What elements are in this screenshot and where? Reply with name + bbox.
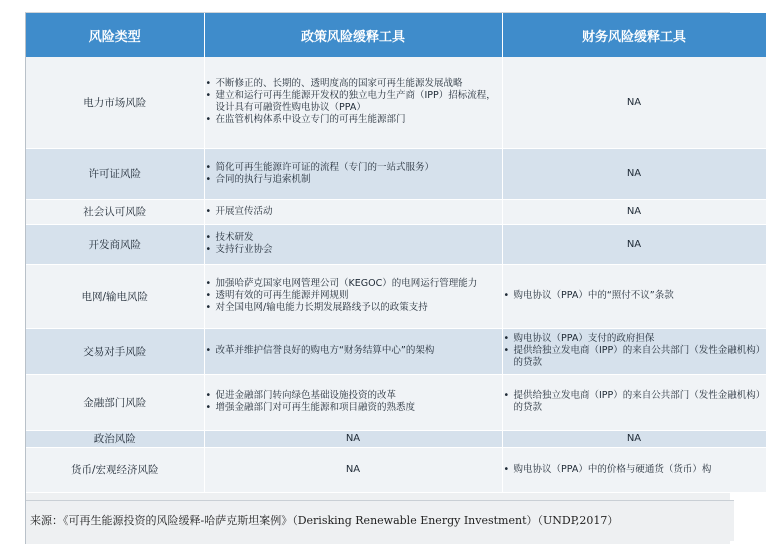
- financial-cell: [502, 374, 766, 430]
- financial-cell: NA: [502, 199, 766, 224]
- policy-cell: [204, 57, 502, 148]
- financial-cell: NA: [502, 148, 766, 199]
- header-risk-type: 风险类型: [26, 13, 204, 57]
- list-item: • 购电协议（PPA）支付的政府担保: [503, 333, 766, 345]
- source-caption: 来源：《可再生能源投资的风险缓释-哈萨克斯坦案例》（Derisking Renewable Energy Investment）（UNDP,2017）: [26, 500, 734, 541]
- risk-type-cell: 电网/输电风险: [26, 264, 204, 328]
- table-row: [26, 328, 766, 374]
- policy-cell: [204, 199, 502, 224]
- list-item: • 不断修正的、长期的、透明度高的国家可再生能源发展战略: [205, 78, 502, 90]
- policy-cell: [204, 328, 502, 374]
- policy-cell: [204, 148, 502, 199]
- policy-cell: [204, 224, 502, 264]
- list-item: • 加强哈萨克国家电网管理公司（KEGOC）的电网运行管理能力: [205, 278, 502, 290]
- list-item: • 透明有效的可再生能源并网规则: [205, 290, 502, 302]
- risk-type-cell: 开发商风险: [26, 224, 204, 264]
- table-header-row: [26, 13, 766, 57]
- list-item: • 在监管机构体系中设立专门的可再生能源部门: [205, 114, 502, 126]
- document-frame: [25, 12, 766, 544]
- list-item: • 购电协议（PPA）中的“照付不议”条款: [503, 290, 766, 302]
- table-row: [26, 57, 766, 148]
- list-item: • 促进金融部门转向绿色基础设施投资的改革: [205, 390, 502, 402]
- risk-type-cell: 许可证风险: [26, 148, 204, 199]
- list-item: • 技术研发: [205, 232, 502, 244]
- risk-type-cell: 社会认可风险: [26, 199, 204, 224]
- table-row: [26, 447, 766, 492]
- list-item: • 提供给独立发电商（IPP）的来自公共部门（发性金融机构）的贷款: [503, 390, 766, 414]
- risk-type-cell: 交易对手风险: [26, 328, 204, 374]
- header-financial-tools: 财务风险缓释工具: [502, 13, 766, 57]
- table-row: [26, 199, 766, 224]
- financial-cell: [502, 264, 766, 328]
- list-item: • 简化可再生能源许可证的流程（专门的一站式服务）: [205, 162, 502, 174]
- financial-cell: [502, 447, 766, 492]
- policy-cell: [204, 264, 502, 328]
- list-item: • 提供给独立发电商（IPP）的来自公共部门（发性金融机构）的贷款: [503, 345, 766, 369]
- financial-cell: NA: [502, 224, 766, 264]
- risk-type-cell: 金融部门风险: [26, 374, 204, 430]
- policy-cell: NA: [204, 430, 502, 447]
- table-row: [26, 224, 766, 264]
- table-row: [26, 264, 766, 328]
- financial-cell: NA: [502, 430, 766, 447]
- financial-cell: [502, 328, 766, 374]
- table-row: [26, 430, 766, 447]
- risk-type-cell: 电力市场风险: [26, 57, 204, 148]
- list-item: • 增强金融部门对可再生能源和项目融资的熟悉度: [205, 402, 502, 414]
- header-policy-tools: 政策风险缓释工具: [204, 13, 502, 57]
- policy-cell: [204, 374, 502, 430]
- list-item: • 购电协议（PPA）中的价格与硬通货（货币）构: [503, 464, 766, 476]
- list-item: • 建立和运行可再生能源开发权的独立电力生产商（IPP）招标流程，设计具有可融资性购电协议（PPA）: [205, 90, 502, 114]
- financial-cell: NA: [502, 57, 766, 148]
- list-item: • 支持行业协会: [205, 244, 502, 256]
- table-row: [26, 148, 766, 199]
- list-item: • 对全国电网/输电能力长期发展路线予以的政策支持: [205, 302, 502, 314]
- risk-type-cell: 货币/宏观经济风险: [26, 447, 204, 492]
- risk-type-cell: 政治风险: [26, 430, 204, 447]
- risk-table: [26, 13, 767, 493]
- list-item: • 改革并维护信誉良好的购电方“财务结算中心”的架构: [205, 345, 502, 357]
- policy-cell: NA: [204, 447, 502, 492]
- list-item: • 开展宣传活动: [205, 206, 502, 218]
- table-row: [26, 374, 766, 430]
- list-item: • 合同的执行与追索机制: [205, 174, 502, 186]
